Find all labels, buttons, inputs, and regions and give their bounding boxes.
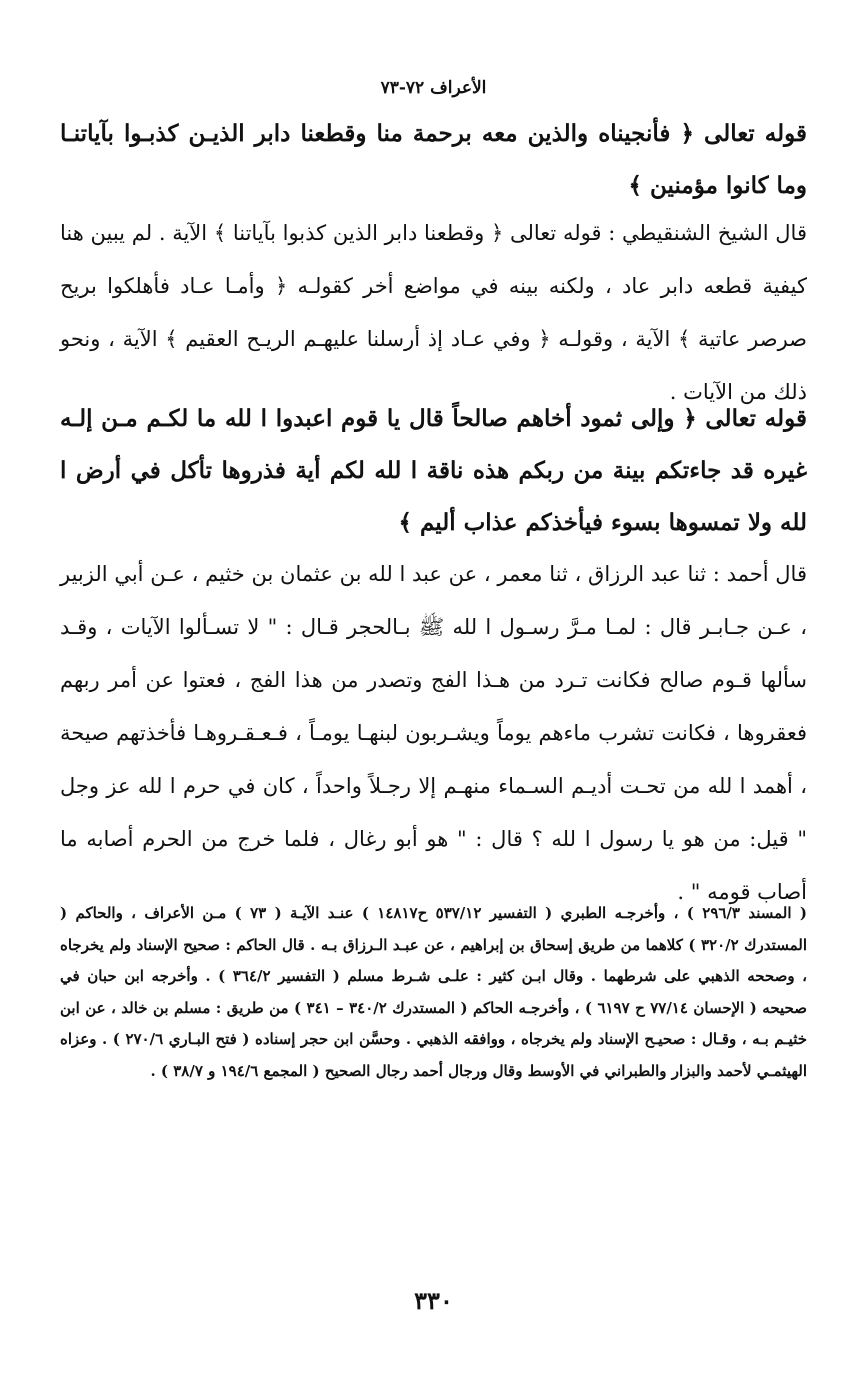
verse-block-2: قوله تعالى ﴿ وإلى ثمود أخاهم صالحاً قال يا قوم اعبدوا ا لله ما لكـم مـن إلـه غيره قد جاءتكم بينة من ربكم هذه ناقة ا لله لكم أية فذروها تأكل في أرض ا لله ولا تمسوها بسوء فيأخذكم عذاب أليم ﴾ [60,405,807,536]
commentary-ahmad-hadith: قال أحمد : ثنا عبد الرزاق ، ثنا معمر ، عن عبد ا لله بن عثمان بن خثيم ، عـن أبي الزبير ، عـن جـابـر قال : لمـا مـرَّ رسـول ا لله ﷺ بـالحجر قـال : " لا تسـألوا الآيات ، وقـد سألها قـوم صالح فكانت تـرد من هـذا الفج وتصدر من هذا الفج ، فعتوا عن أمر ربهم فعقروها ، فكانت تشرب ماءهم يوماً ويشـربون لبنهـا يومـاً ، فـعـقـروهـا فأخذتهم صيحة ، أهمد ا لله من تحـت أديـم السـماء منهـم إلا رجـلاً واحداً ، كان في حرم ا لله عز وجل " قيل: من هو يا رسول ا لله ؟ قال : " هو أبو رغال ، فلما خرج من الحرم أصابه ما أصاب قومه " . [60,562,808,904]
page-number: ٣٣٠ [414,1286,453,1315]
running-title: الأعراف ٧٢-٧٣ [380,78,487,98]
footnote: ( المسند ٢٩٦/٣ ) ، وأخرجـه الطبري ( التفسير ٥٣٧/١٢ ح١٤٨١٧ ) عنـد الآيـة ( ٧٣ ) مـن الأعراف ، والحاكم ( المستدرك ٣٢٠/٢ ) كلاهما من طريق إسحاق بن إبراهيم ، عن عبـد الـرزاق بـه . قال الحاكم : صحيح الإسناد ولم يخرجاه ، وصححه الذهبي على شرطهما . وقال ابـن كثير : علـى شـرط مسلم ( التفسير ٣٦٤/٢ ) . وأخرجه ابن حبان في صحيحه ( الإحسان ٧٧/١٤ ح ٦١٩٧ ) ، وأخرجـه الحاكم ( المستدرك ٣٤٠/٢ – ٣٤١ ) من طريق : مسلم بن خالد ، عن ابن خثيـم بـه ، وقـال : صحيـح الإسناد ولم يخرجاه ، ووافقه الذهبي . وحسَّن ابن حجر إسناده ( فتح البـاري ٢٧٠/٦ ) . وعزاه الهيثمـي لأحمد والبزار والطبراني في الأوسط وقال ورجال أحمد رجال الصحيح ( المجمع ١٩٤/٦ و ٣٨/٧ ) . [60,904,808,1080]
verse-block-1: قوله تعالى ﴿ فأنجيناه والذين معه برحمة منا وقطعنا دابر الذيـن كذبـوا بآياتنـا وما كانوا مؤمنين ﴾ [60,120,807,199]
commentary-shinqiti: قال الشيخ الشنقيطي : قوله تعالى ﴿ وقطعنا دابر الذين كذبوا بآياتنا ﴾ الآية . لم يبين هنا كيفية قطعه دابر عاد ، ولكنه بينه في مواضع أخر كقولـه ﴿ وأمـا عـاد فأهلكوا بريح صرصر عاتية ﴾ الآية ، وقولـه ﴿ وفي عـاد إذ أرسلنا عليهـم الريـح العقيم ﴾ الآية ، ونحو ذلك من الآيات . [60,221,807,404]
